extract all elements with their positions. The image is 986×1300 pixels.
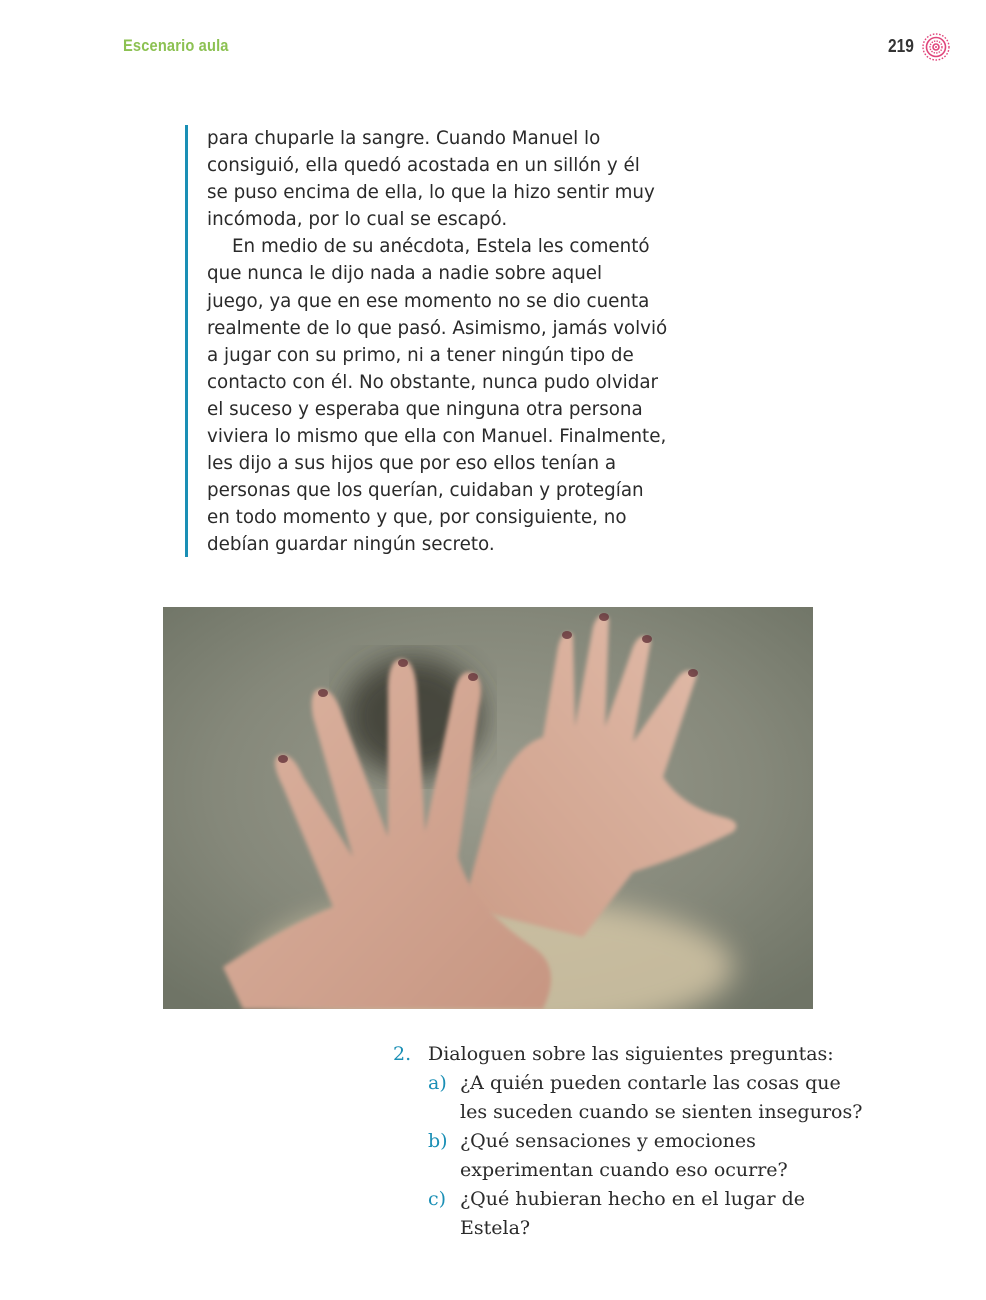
question-letter: c) (428, 1188, 447, 1210)
question-text: ¿Qué sensaciones y emociones experimentan cuando eso ocurre? (460, 1130, 788, 1181)
question-text: ¿Qué hubieran hecho en el lugar de Estela? (460, 1188, 805, 1239)
story-paragraph: para chuparle la sangre. Cuando Manuel lo consiguió, ella quedó acostada en un sillón y él se puso encima de ella, lo que la hizo sentir muy incómoda, por lo cual se escapó. (207, 128, 655, 231)
question-item (393, 1127, 913, 1185)
question-item (393, 1069, 913, 1127)
hands-photo (163, 607, 813, 1009)
activity-prompt (393, 1040, 913, 1069)
section-title: Escenario aula (123, 36, 229, 55)
hands-illustration (163, 607, 813, 1009)
activity-prompt-text: Dialoguen sobre las siguientes preguntas: (428, 1043, 834, 1065)
question-letter: b) (428, 1130, 448, 1152)
discussion-activity (393, 1040, 913, 1243)
story-text-block (185, 125, 725, 557)
question-letter: a) (428, 1072, 447, 1094)
question-text: ¿A quién pueden contarle las cosas que les suceden cuando se sienten inseguros? (460, 1072, 863, 1123)
activity-number: 2. (393, 1043, 412, 1065)
page-number: 219 (888, 36, 914, 56)
concentric-circle-icon (921, 32, 951, 62)
story-paragraph: En medio de su anécdota, Estela les comentó que nunca le dijo nada a nadie sobre aquel juego, ya que en ese momento no se dio cuenta realmente de lo que pasó. Asimismo, jamás volvió a jugar con su primo, ni a tener ningún tipo de contacto con él. No obstante, nunca pudo olvidar el suceso y esperaba que ninguna otra persona viviera lo mismo que ella con Manuel. Finalmente, les dijo a sus hijos que por eso ellos tenían a personas que los querían, cuidaban y protegían en todo momento y que, por consiguiente, no debían guardar ningún secreto. (207, 236, 668, 556)
question-item (393, 1185, 913, 1243)
